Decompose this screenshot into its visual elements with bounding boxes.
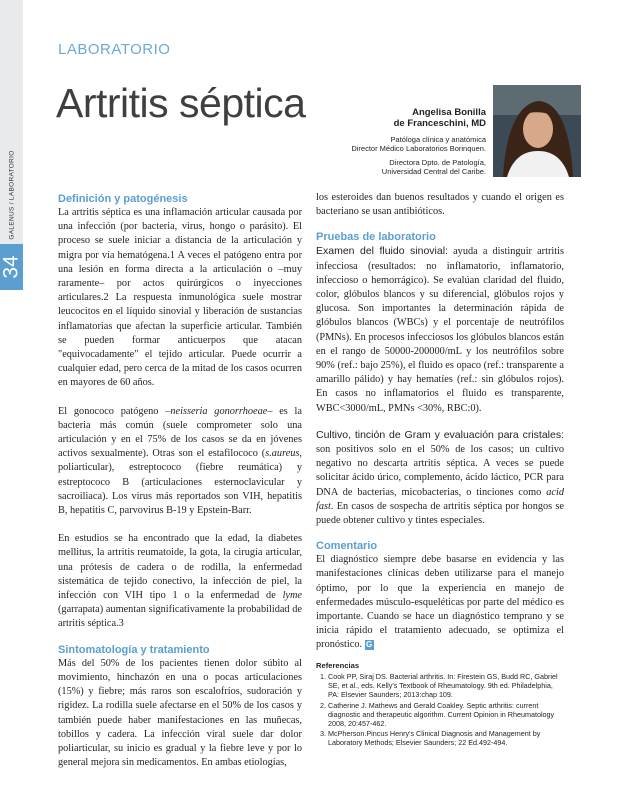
author-block bbox=[266, 107, 486, 176]
sidebar-label: GALENUS / LABORATORIO bbox=[8, 150, 15, 240]
paragraph-fluido: Examen del fluido sinovial: ayuda a distinguir artritis infecciosa (resultados: no inflamatorio, inflamatorio, infeccioso o hemorrágico). Se evalúan claridad del fluido, color, glóbulos blancos y su diferencial, glóbulos rojos y glucosa. Son importantes la determinación rápida de glóbulos blancos (WBCs) y el porcentaje de neutrófilos (PMNs). En procesos infecciosos los glóbulos blancos están en el rango de 50000-200000/mL y los neutrófilos sobre 90% (ref.: bajo 25%), el fluido es opaco (ref.: transparente a amarillo pálido) y hay hematíes (ref.: sin glóbulos rojos). En casos no inflamatorios el fluido es transparente, WBC<3000/mL, PMNs <30%, RBC:0). bbox=[316, 245, 564, 414]
reference-item: 3. McPherson.Pincus Henry's Clinical Diagnosis and Management by Laboratory Methods; Elsevier Saunders; 22 Ed.492-494. bbox=[328, 729, 564, 747]
galenus-g-icon: G bbox=[366, 640, 373, 650]
references-title: Referencias bbox=[316, 660, 360, 670]
heading-pruebas: Pruebas de laboratorio bbox=[316, 231, 436, 244]
paragraph-estudios: En estudios se ha encontrado que la edad, la diabetes mellitus, la artritis reumatoide, la gota, la cirugía articular, una prótesis de cadera o de rodilla, la enfermedad sistemática de tejido conectivo, la infección de piel, la infección con VIH tipo 1 o la enfermedad de lyme (garrapata) aumentan significativamente la probabilidad de artritis séptica.3 bbox=[58, 533, 302, 630]
reference-item: 1. Cook PP, Siraj DS. Bacterial arthritis. In: Firestein GS, Budd RC, Gabriel SE, et al., eds. Kelly's Textbook of Rheumatology. 9th ed. Philadelphia, PA: Elsevier Saunders; 2013:chap 109. bbox=[328, 672, 564, 700]
author-name-2: de Franceschini, MD bbox=[393, 118, 486, 129]
paragraph-esteroides: los esteroides dan buenos resultados y cuando el origen es bacteriano se usan antibióticos. bbox=[316, 192, 564, 218]
author-role-4: Universidad Central del Caribe. bbox=[381, 167, 486, 176]
author-photo bbox=[493, 85, 581, 177]
right-column bbox=[316, 191, 564, 749]
author-role-1: Patóloga clínica y anatómica bbox=[390, 135, 486, 144]
paragraph-comentario: El diagnóstico siempre debe basarse en evidencia y las manifestaciones clínicas deben utilizarse para el manejo óptimo, por lo que la experiencia en manejo de enfermedades músculo-esqueléticas por parte del médico es importante. Cuando se hace un diagnóstico temprano y se inicia rápido el tratamiento adecuado, se optimiza el pronóstico. G bbox=[316, 554, 564, 651]
references bbox=[316, 661, 564, 748]
paragraph-gonococo: El gonococo patógeno –neisseria gonorrhoeae– es la bacteria más común (suele comprometer solo una articulación y en el 75% de los casos se da en jóvenes activos sexualmente). Otras son el estafilococo (s.aureus, poliarticular), estreptococo (fiebre reumática) y estreptococo B (articulaciones esternoclavicular y sacroiliaca). Los virus más reportados son VIH, hepatitis B, hepatitis C, parvovirus B-19 y Epstein-Barr. bbox=[58, 405, 302, 517]
author-name-1: Angelisa Bonilla bbox=[412, 107, 486, 118]
left-column bbox=[58, 192, 302, 770]
paragraph-cultivo: Cultivo, tinción de Gram y evaluación para cristales: son positivos solo en el 50% de los casos; un cultivo negativo no descarta artritis séptica. A veces se puede solicitar ácido úrico, complemento, ácido láctico, PCR para DNA de bacterias, micobacterias, o tinciones como acid fast. En casos de sospecha de artritis séptica por hongos se puede obtener cultivo y tintes especiales. bbox=[316, 428, 564, 527]
author-role-3: Directora Dpto. de Patología, bbox=[389, 158, 486, 167]
page-number: 34 bbox=[0, 244, 23, 290]
section-label: LABORATORIO bbox=[58, 41, 171, 58]
heading-sintomatologia: Sintomatología y tratamiento bbox=[58, 643, 210, 656]
page-title: Artritis séptica bbox=[56, 80, 306, 126]
paragraph-sintomatologia: Más del 50% de los pacientes tienen dolor súbito al movimiento, hinchazón en una o pocas articulaciones (15%) y fiebre; más raros son escalofríos, sudoración y rigidez. La rodilla suele afectarse en el 50% de los casos y también puede haber manifestaciones en las muñecas, tobillos y cadera. La infección viral suele dar dolor poliarticular, su inicio es gradual y la fiebre leve y por lo general mejora sin medicamentos. En ambas etiologías, bbox=[58, 657, 302, 769]
author-role-2: Director Médico Laboratorios Borinquen. bbox=[351, 144, 486, 153]
heading-comentario: Comentario bbox=[316, 540, 378, 553]
reference-item: 2. Catherine J. Mathews and Gerald Coakley. Septic arthritis: current diagnostic and therapeutic algorithm. Current Opinion in Rheumatology 2008, 20:457-462. bbox=[328, 701, 564, 729]
heading-definicion: Definición y patogénesis bbox=[58, 193, 188, 205]
paragraph-definicion: La artritis séptica es una inflamación articular causada por una infección (por bacteria, virus, hongo o parásito). El proceso se suele iniciar a distancia de la articulación y migra por vía hematógena.1 A veces el patógeno entra por una lesión en forma directa a la articulación o –muy raramente– por actos quirúrgicos o inyecciones articulares.2 La respuesta inmunológica suele mostrar leucocitos en el líquido sinovial y liberación de sustancias inflamatorias que afectan la superficie articular. También se pueden formar anticuerpos que atacan "equivocadamente" el tejido articular. Puede ocurrir a cualquier edad, pero cerca de la mitad de los casos ocurren en mayores de 60 años. bbox=[58, 207, 302, 389]
